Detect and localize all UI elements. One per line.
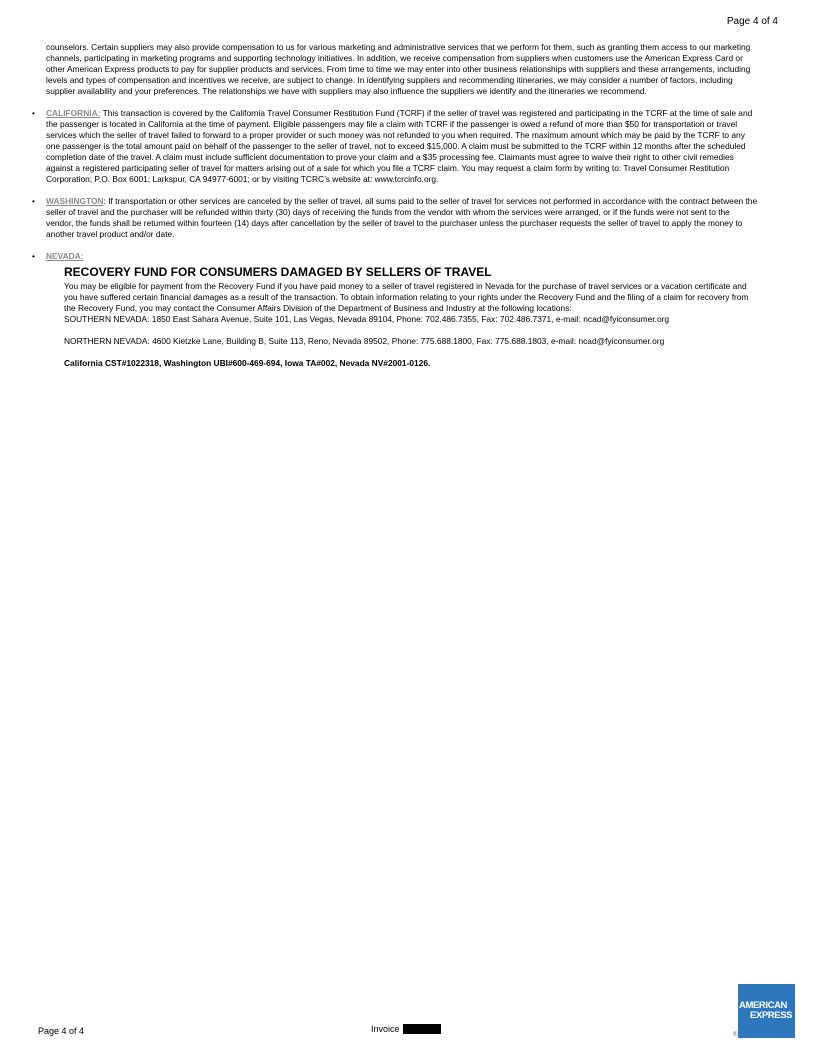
license-numbers: California CST#1022318, Washington UBI#600-469-694, Iowa TA#002, Nevada NV#2001-0126.: [64, 358, 431, 368]
page-number-footer: Page 4 of 4: [38, 1026, 85, 1036]
bullet-icon: •: [32, 251, 35, 261]
bullet-icon: •: [32, 108, 35, 118]
page-number-top: Page 4 of 4: [726, 16, 778, 27]
california-label: CALIFORNIA:: [46, 108, 101, 118]
nevada-block: [64, 265, 758, 369]
northern-nevada-contact: NORTHERN NEVADA: 4600 Kietzke Lane, Building B, Suite 113, Reno, Nevada 89502, Phone: 775.688.1800, Fax: 775.688.1803, e-mail: ncad@fyiconsumer.org: [64, 336, 665, 346]
washington-label: WASHINGTON: [46, 196, 104, 206]
recovery-fund-body: You may be eligible for payment from the Recovery Fund if you have paid money to a seller of travel registered in Nevada for the purchase of travel services or a vacation certificate and you have suffered certain financial damages as a result of the transaction. To obtain information relating to your rights under the Recovery Fund and the filing of a claim for recovery from the Recovery Fund, you may contact the Consumer Affairs Division of the Department of Business and Industry at the following locations:: [64, 281, 749, 313]
invoice-footer: [371, 1024, 441, 1034]
california-text: This transaction is covered by the California Travel Consumer Restitution Fund (TCRF) if the seller of travel was registered and participating in the TCRF at the time of sale and the passenger is located in California at the time of payment. Eligible passengers may file a claim with TCRF if the passenger is owed a refund of more than $50 for transportation or travel services which the seller of travel failed to forward to a proper provider or such money was not refunded to you when required. The maximum amount which may be paid by the TCRF to any one passenger is the total amount paid on behalf of the passenger to the seller of travel, not to exceed $15,000. A claim must be submitted to the TCRF within 12 months after the scheduled completion date of the travel. A claim must include sufficient documentation to prove your claim and a $35 processing fee. Claimants must agree to waive their right to other civil remedies against a registered participating seller of travel for matters arising out of a sale for which you file a TCRF claim. You may request a claim form by writing to: Travel Consumer Restitution Corporation; P.O. Box 6001; Larkspur, CA 94977-6001; or by visiting TCRC’s website at: www.tcrcinfo.org.: [46, 108, 753, 184]
recovery-fund-title: RECOVERY FUND FOR CONSUMERS DAMAGED BY SELLERS OF TRAVEL: [64, 265, 492, 279]
redacted-invoice-number: [403, 1024, 441, 1034]
washington-text: : If transportation or other services are canceled by the seller of travel, all sums paid to the seller of travel for services not performed in accordance with the contract between the seller of travel and the purchaser will be refunded within thirty (30) days of receiving the funds from the vendor with whom the services were arranged, or if the funds were not sent to the vendor, the funds shall be returned within fourteen (14) days after cancellation by the seller of travel to the purchaser unless the purchaser requests the seller of travel to apply the money to another travel product and/or date.: [46, 196, 758, 239]
intro-paragraph: counselors. Certain suppliers may also provide compensation to us for various marketing and administrative services that we perform for them, such as granting them access to our marketing channels, participating in marketing programs and supporting technology initiatives. In addition, we receive compensation from suppliers when customers use the American Express Card or other American Express products to pay for supplier products and services. From time to time we may enter into other business relationships with suppliers and these arrangements, including levels and types of compensation and incentives we receive, are subject to change. In identifying suppliers and recommending itineraries, we may consider a number of factors, including supplier availability and your preferences. The relationships we have with suppliers may also influence the suppliers we identify and the itineraries we recommend.: [46, 42, 751, 96]
terms-content: [32, 42, 758, 369]
registered-mark: ®: [733, 1032, 738, 1038]
invoice-label: Invoice: [371, 1024, 400, 1034]
washington-item: [32, 196, 758, 240]
nevada-item: [32, 251, 758, 262]
bullet-icon: •: [32, 196, 35, 206]
california-item: [32, 108, 758, 185]
american-express-logo: [738, 984, 795, 1038]
southern-nevada-contact: SOUTHERN NEVADA: 1850 East Sahara Avenue, Suite 101, Las Vegas, Nevada 89104, Phone: 702.486.7355, Fax: 702.486.7371, e-mail: ncad@fyiconsumer.org: [64, 314, 670, 324]
logo-line-1: AMERICAN: [739, 1000, 787, 1011]
nevada-label: NEVADA:: [46, 251, 84, 261]
logo-line-2: EXPRESS: [750, 1010, 793, 1021]
